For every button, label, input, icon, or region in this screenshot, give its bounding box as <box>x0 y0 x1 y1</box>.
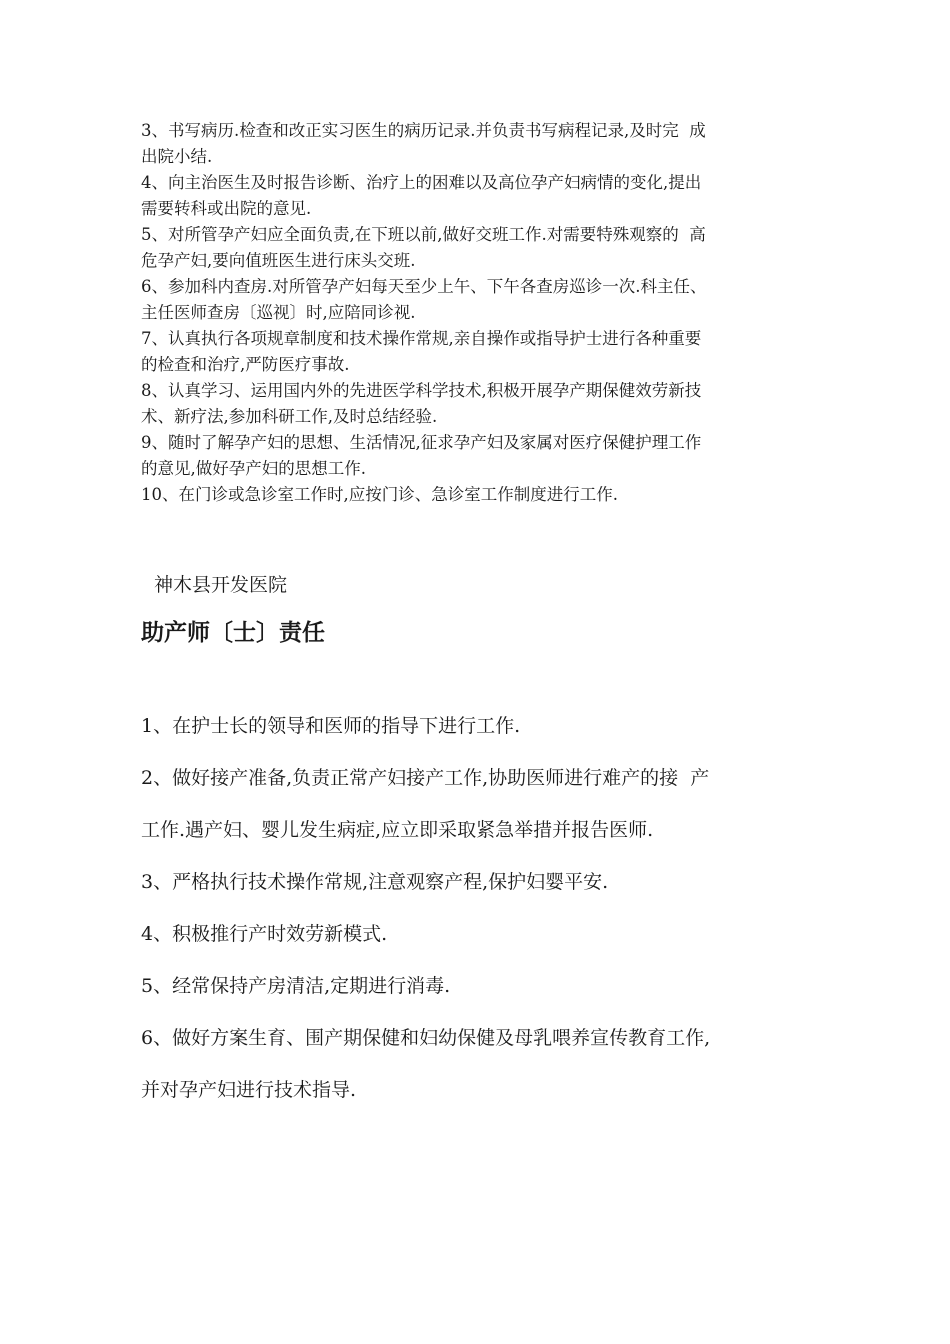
duty-line: 7、认真执行各项规章制度和技术操作常规,亲自操作或指导护士进行各种重要 <box>141 329 702 348</box>
section-title: 助产师〔士〕责任 <box>141 619 325 646</box>
duty-line: 8、认真学习、运用国内外的先进医学科学技术,积极开展孕产期保健效劳新技 <box>141 381 702 400</box>
duty-line: 出院小结. <box>141 147 213 166</box>
midwife-duty-line: 1、在护士长的领导和医师的指导下进行工作. <box>141 715 521 737</box>
midwife-duty-line: 工作.遇产妇、婴儿发生病症,应立即采取紧急举措并报告医师. <box>141 819 654 841</box>
duty-line: 的意见,做好孕产妇的思想工作. <box>141 459 366 478</box>
midwife-duty-line: 并对孕产妇进行技术指导. <box>141 1079 357 1101</box>
physician-duties-list <box>141 118 821 508</box>
midwife-duty-line: 3、严格执行技术操作常规,注意观察产程,保护妇婴平安. <box>141 871 609 893</box>
midwife-duty-line: 2、做好接产准备,负责正常产妇接产工作,协助医师进行难产的接 产 <box>141 767 710 789</box>
duty-line: 4、向主治医生及时报告诊断、治疗上的困难以及高位孕产妇病情的变化,提出 <box>141 173 702 192</box>
duty-line: 危孕产妇,要向值班医生进行床头交班. <box>141 251 416 270</box>
duty-line: 的检查和治疗,严防医疗事故. <box>141 355 350 374</box>
midwife-duty-line: 6、做好方案生育、围产期保健和妇幼保健及母乳喂养宣传教育工作, <box>141 1027 711 1049</box>
duty-line: 主任医师查房〔巡视〕时,应陪同诊视. <box>141 303 416 322</box>
duty-line: 10、在门诊或急诊室工作时,应按门诊、急诊室工作制度进行工作. <box>141 485 618 504</box>
midwife-duties-list <box>141 700 821 1116</box>
midwife-duty-line: 4、积极推行产时效劳新模式. <box>141 923 388 945</box>
duty-line: 3、书写病历.检查和改正实习医生的病历记录.并负责书写病程记录,及时完 成 <box>141 121 706 140</box>
duty-line: 6、参加科内查房.对所管孕产妇每天至少上午、下午各查房巡诊一次.科主任、 <box>141 277 707 296</box>
hospital-name: 神木县开发医院 <box>154 574 288 596</box>
duty-line: 9、随时了解孕产妇的思想、生活情况,征求孕产妇及家属对医疗保健护理工作 <box>141 433 702 452</box>
duty-line: 术、新疗法,参加科研工作,及时总结经验. <box>141 407 438 426</box>
duty-line: 需要转科或出院的意见. <box>141 199 312 218</box>
duty-line: 5、对所管孕产妇应全面负责,在下班以前,做好交班工作.对需要特殊观察的 高 <box>141 225 706 244</box>
midwife-duty-line: 5、经常保持产房清洁,定期进行消毒. <box>141 975 451 997</box>
